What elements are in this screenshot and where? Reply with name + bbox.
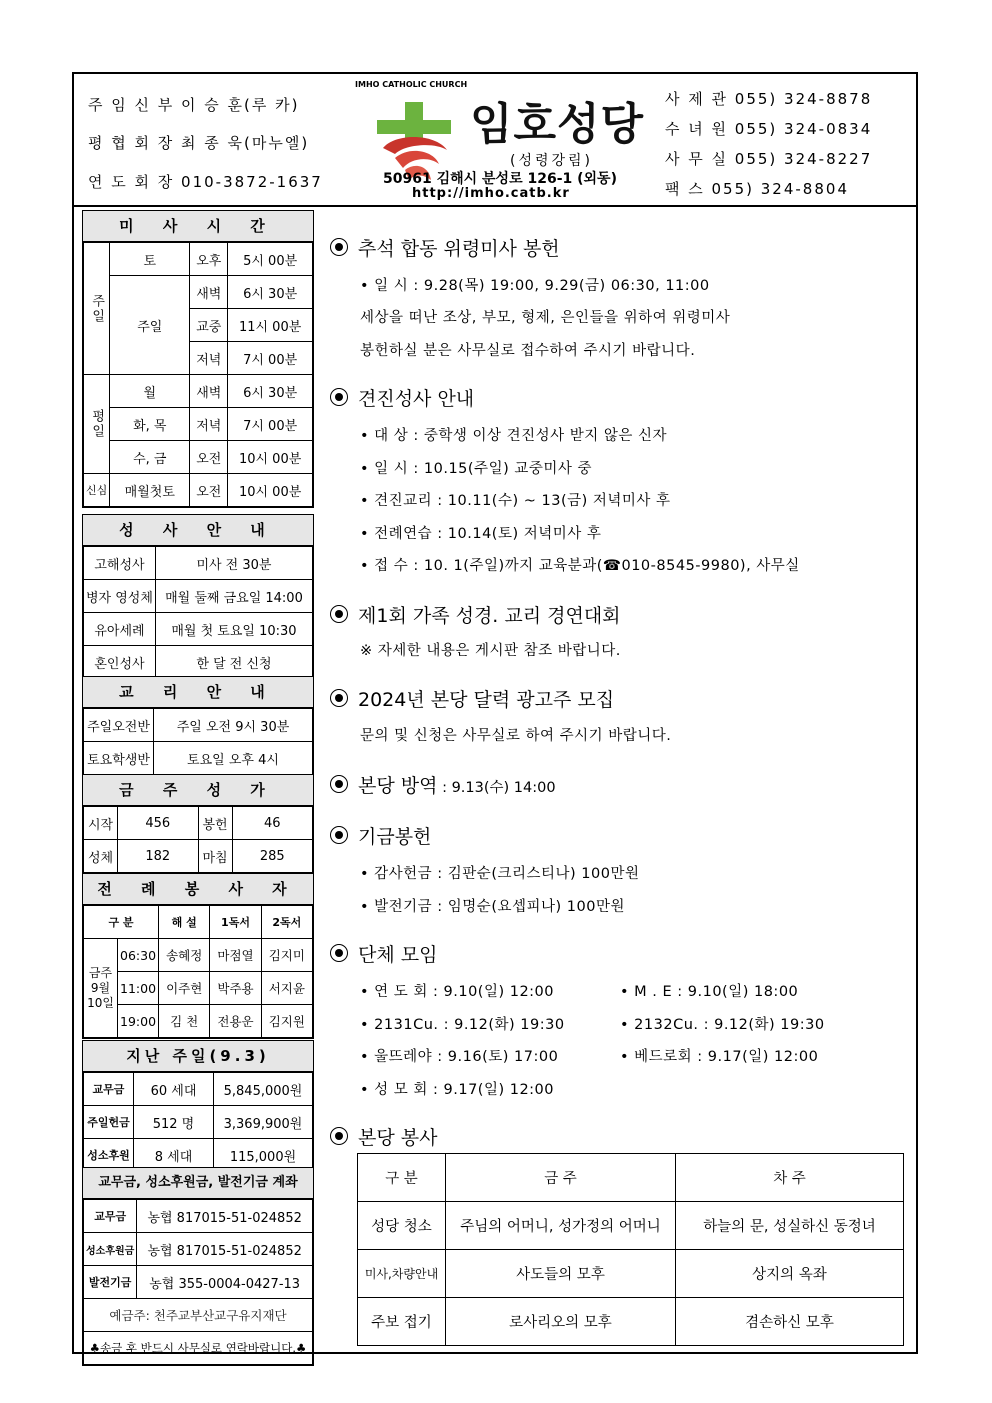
server-name: 김지미: [261, 939, 312, 972]
server-name: 마점열: [210, 939, 261, 972]
mass-times-table: [83, 242, 313, 507]
offering-amount: 115,000원: [214, 1139, 313, 1172]
last-week-box: [82, 1040, 314, 1173]
server-time: 11:00: [118, 972, 159, 1005]
sacraments-box: [82, 514, 314, 680]
accounts-box: [82, 1167, 314, 1366]
church-title: 임호성당: [470, 99, 645, 150]
confirmation-line: • 견진교리 : 10.11(수) ~ 13(금) 저녁미사 후: [360, 493, 671, 509]
memorial-line: 봉헌하실 분은 사무실로 접수하여 주시기 바랍니다.: [360, 343, 696, 359]
special-period: 오전: [190, 474, 228, 507]
service-table: [357, 1153, 904, 1346]
fax: 팩 스 055) 324-8804: [665, 180, 849, 198]
mass-times-box: [82, 210, 314, 508]
offering-count: 8 세대: [134, 1139, 214, 1172]
logo-arc-text: IMHO CATHOLIC CHURCH: [355, 80, 468, 89]
server-time: 19:00: [118, 1005, 159, 1038]
section-title: 기금봉헌: [358, 826, 432, 848]
account-type: 성소후원금: [84, 1233, 137, 1266]
meeting-item: • 2132Cu. : 9.12(화) 19:30: [620, 1017, 825, 1033]
servers-head: 1독서: [210, 906, 261, 939]
bullet-icon: [330, 1127, 348, 1145]
service-type: 미사,차량안내: [358, 1250, 446, 1298]
section-parish-service: [330, 1123, 437, 1150]
weekday-period: 저녁: [190, 408, 228, 441]
offering-amount: 3,369,900원: [214, 1106, 313, 1139]
service-next-week: 겸손하신 모후: [676, 1298, 904, 1346]
phone-convent: 수 녀 원 055) 324-0834: [665, 120, 873, 138]
section-donations: [330, 822, 431, 849]
hymn-number: 285: [232, 840, 313, 873]
confirmation-line: • 대 상 : 중학생 이상 견진성사 받지 않은 신자: [360, 428, 668, 444]
catechism-class: 토요학생반: [84, 742, 154, 775]
meeting-item: • 연 도 회 : 9.10(일) 12:00: [360, 984, 555, 1000]
sat-time: 5시 00분: [228, 243, 313, 276]
section-title: 견진성사 안내: [358, 388, 475, 410]
memorial-line: 세상을 떠난 조상, 부모, 형제, 은인들을 위하여 위령미사: [360, 310, 731, 326]
sunday-label: 주일: [84, 243, 110, 375]
service-next-week: 하늘의 문, 성실하신 동정녀: [676, 1202, 904, 1250]
sun-time: 7시 00분: [228, 342, 313, 375]
server-name: 김 천: [159, 1005, 210, 1038]
accounts-table: [83, 1199, 313, 1365]
catechism-box: [82, 676, 314, 776]
server-name: 박주용: [210, 972, 261, 1005]
church-url: http://imho.catb.kr: [412, 186, 570, 201]
bullet-icon: [330, 689, 348, 707]
sat-period: 오후: [190, 243, 228, 276]
weekday-time: 10시 00분: [228, 441, 313, 474]
section-title: 2024년 본당 달력 광고주 모집: [358, 689, 615, 711]
bullet-icon: [330, 944, 348, 962]
servers-head: 2독서: [261, 906, 312, 939]
hymn-label: 봉헌: [198, 807, 232, 840]
meeting-item: • M . E : 9.10(일) 18:00: [620, 984, 799, 1000]
confirmation-line: • 접 수 : 10. 1(주일)까지 교육분과(☎010-8545-9980), 사무실: [360, 558, 800, 574]
section-title: 추석 합동 위령미사 봉헌: [358, 238, 560, 260]
memorial-line: • 일 시 : 9.28(목) 19:00, 9.29(금) 06:30, 11:00: [360, 278, 710, 294]
servers-title: 전 례 봉 사 자: [83, 874, 313, 905]
section-disinfection: [330, 771, 556, 798]
sacrament-name: 유아세례: [84, 613, 156, 646]
server-name: 이주현: [159, 972, 210, 1005]
council-chair-info: 평 협 회 장 최 종 욱(마누엘): [88, 134, 310, 152]
depositor: 예금주: 천주교부산교구유지재단: [84, 1299, 313, 1332]
server-time: 06:30: [118, 939, 159, 972]
service-type: 성당 청소: [358, 1202, 446, 1250]
weekday-period: 오전: [190, 441, 228, 474]
hymn-label: 마침: [198, 840, 232, 873]
catechism-time: 주일 오전 9시 30분: [154, 709, 313, 742]
contest-line: ※ 자세한 내용은 게시판 참조 바랍니다.: [360, 643, 621, 659]
catechism-table: [83, 708, 313, 775]
catechism-time: 토요일 오후 4시: [154, 742, 313, 775]
account-number: 농협 817015-51-024852: [137, 1200, 313, 1233]
sacraments-title: 성 사 안 내: [83, 515, 313, 546]
confirmation-line: • 일 시 : 10.15(주일) 교중미사 중: [360, 461, 592, 477]
servers-table: [83, 905, 313, 1038]
special-label: 신심: [84, 474, 110, 507]
catechism-class: 주일오전반: [84, 709, 154, 742]
meeting-item: • 성 모 회 : 9.17(일) 12:00: [360, 1082, 555, 1098]
section-title: 본당 방역: [358, 775, 438, 797]
hymns-title: 금 주 성 가: [83, 775, 313, 806]
special-day: 매월첫토: [110, 474, 190, 507]
hymn-label: 시작: [84, 807, 118, 840]
server-name: 전용운: [210, 1005, 261, 1038]
servers-head: 구 분: [84, 906, 159, 939]
service-this-week: 로사리오의 모후: [446, 1298, 676, 1346]
sun-period: 저녁: [190, 342, 228, 375]
servers-date: 금주 9월 10일: [84, 939, 118, 1038]
sacrament-name: 고해성사: [84, 547, 156, 580]
account-type: 발전기금: [84, 1266, 137, 1299]
meeting-item: • 울뜨레야 : 9.16(토) 17:00: [360, 1049, 559, 1065]
offering-amount: 5,845,000원: [214, 1073, 313, 1106]
sun-period: 새벽: [190, 276, 228, 309]
weekday-time: 6시 30분: [228, 375, 313, 408]
offering-type: 교무금: [84, 1073, 134, 1106]
disinfection-time: : 9.13(수) 14:00: [437, 780, 556, 796]
meeting-item: • 베드로회 : 9.17(일) 12:00: [620, 1049, 819, 1065]
sun-time: 6시 30분: [228, 276, 313, 309]
offering-count: 60 세대: [134, 1073, 214, 1106]
yeondo-chair-info: 연 도 회 장 010-3872-1637: [88, 173, 323, 191]
bullet-icon: [330, 388, 348, 406]
sacrament-info: 매월 둘째 금요일 14:00: [155, 580, 312, 613]
bullet-icon: [330, 775, 348, 793]
offering-type: 성소후원: [84, 1139, 134, 1172]
last-week-title: 지난 주일(9.3): [83, 1041, 313, 1072]
section-title: 단체 모임: [358, 944, 438, 966]
service-head: 구 분: [358, 1154, 446, 1202]
section-group-meetings: [330, 940, 437, 967]
calendar-line: 문의 및 신청은 사무실로 하여 주시기 바랍니다.: [360, 728, 672, 744]
hymn-number: 182: [118, 840, 199, 873]
service-head: 차 주: [676, 1154, 904, 1202]
servers-head: 해 설: [159, 906, 210, 939]
section-bible-contest: [330, 601, 621, 628]
header-divider: [72, 205, 918, 207]
transfer-notice: ♣송금 후 반드시 사무실로 연락바랍니다.♣: [84, 1332, 313, 1365]
sacrament-name: 혼인성사: [84, 646, 156, 679]
hymns-table: [83, 806, 313, 873]
phone-office: 사 무 실 055) 324-8227: [665, 150, 873, 168]
weekday-day: 월: [110, 375, 190, 408]
weekday-day: 화, 목: [110, 408, 190, 441]
sacraments-table: [83, 546, 313, 679]
section-title: 본당 봉사: [358, 1127, 438, 1149]
account-number: 농협 355-0004-0427-13: [137, 1266, 313, 1299]
donation-line: • 감사헌금 : 김판순(크리스티나) 100만원: [360, 866, 640, 882]
confirmation-line: • 전례연습 : 10.14(토) 저녁미사 후: [360, 526, 602, 542]
catechism-title: 교 리 안 내: [83, 677, 313, 708]
offering-count: 512 명: [134, 1106, 214, 1139]
section-memorial-mass: [330, 234, 560, 261]
service-this-week: 사도들의 모후: [446, 1250, 676, 1298]
weekday-day: 수, 금: [110, 441, 190, 474]
sun-day: 주일: [110, 276, 190, 375]
service-next-week: 상지의 옥좌: [676, 1250, 904, 1298]
sun-period: 교중: [190, 309, 228, 342]
phone-rectory: 사 제 관 055) 324-8878: [665, 90, 873, 108]
special-time: 10시 00분: [228, 474, 313, 507]
mass-times-title: 미 사 시 간: [83, 211, 313, 242]
weekday-label: 평일: [84, 375, 110, 474]
pastor-info: 주 임 신 부 이 승 훈(루 카): [88, 96, 300, 114]
servers-box: [82, 873, 314, 1039]
sacrament-info: 한 달 전 신청: [155, 646, 312, 679]
last-week-table: [83, 1072, 313, 1172]
hymn-label: 성체: [84, 840, 118, 873]
section-confirmation: [330, 384, 474, 411]
sacrament-name: 병자 영성체: [84, 580, 156, 613]
account-type: 교무금: [84, 1200, 137, 1233]
service-head: 금 주: [446, 1154, 676, 1202]
server-name: 김지원: [261, 1005, 312, 1038]
section-calendar-ads: [330, 685, 614, 712]
server-name: 서지윤: [261, 972, 312, 1005]
sacrament-info: 미사 전 30분: [155, 547, 312, 580]
offering-type: 주일헌금: [84, 1106, 134, 1139]
hymns-box: [82, 774, 314, 874]
meeting-item: • 2131Cu. : 9.12(화) 19:30: [360, 1017, 565, 1033]
sacrament-info: 매월 첫 토요일 10:30: [155, 613, 312, 646]
bullet-icon: [330, 238, 348, 256]
church-subtitle: (성령강림): [510, 153, 594, 169]
account-number: 농협 817015-51-024852: [137, 1233, 313, 1266]
church-address: 50961 김해시 분성로 126-1 (외동): [383, 171, 617, 187]
donation-line: • 발전기금 : 임명순(요셉피나) 100만원: [360, 899, 625, 915]
service-this-week: 주님의 어머니, 성가정의 어머니: [446, 1202, 676, 1250]
section-title: 제1회 가족 성경. 교리 경연대회: [358, 605, 621, 627]
accounts-title: 교무금, 성소후원금, 발전기금 계좌: [83, 1168, 313, 1199]
weekday-period: 새벽: [190, 375, 228, 408]
sat-day: 토: [110, 243, 190, 276]
bullet-icon: [330, 605, 348, 623]
sun-time: 11시 00분: [228, 309, 313, 342]
hymn-number: 456: [118, 807, 199, 840]
server-name: 송혜정: [159, 939, 210, 972]
weekday-time: 7시 00분: [228, 408, 313, 441]
bullet-icon: [330, 826, 348, 844]
hymn-number: 46: [232, 807, 313, 840]
service-type: 주보 접기: [358, 1298, 446, 1346]
